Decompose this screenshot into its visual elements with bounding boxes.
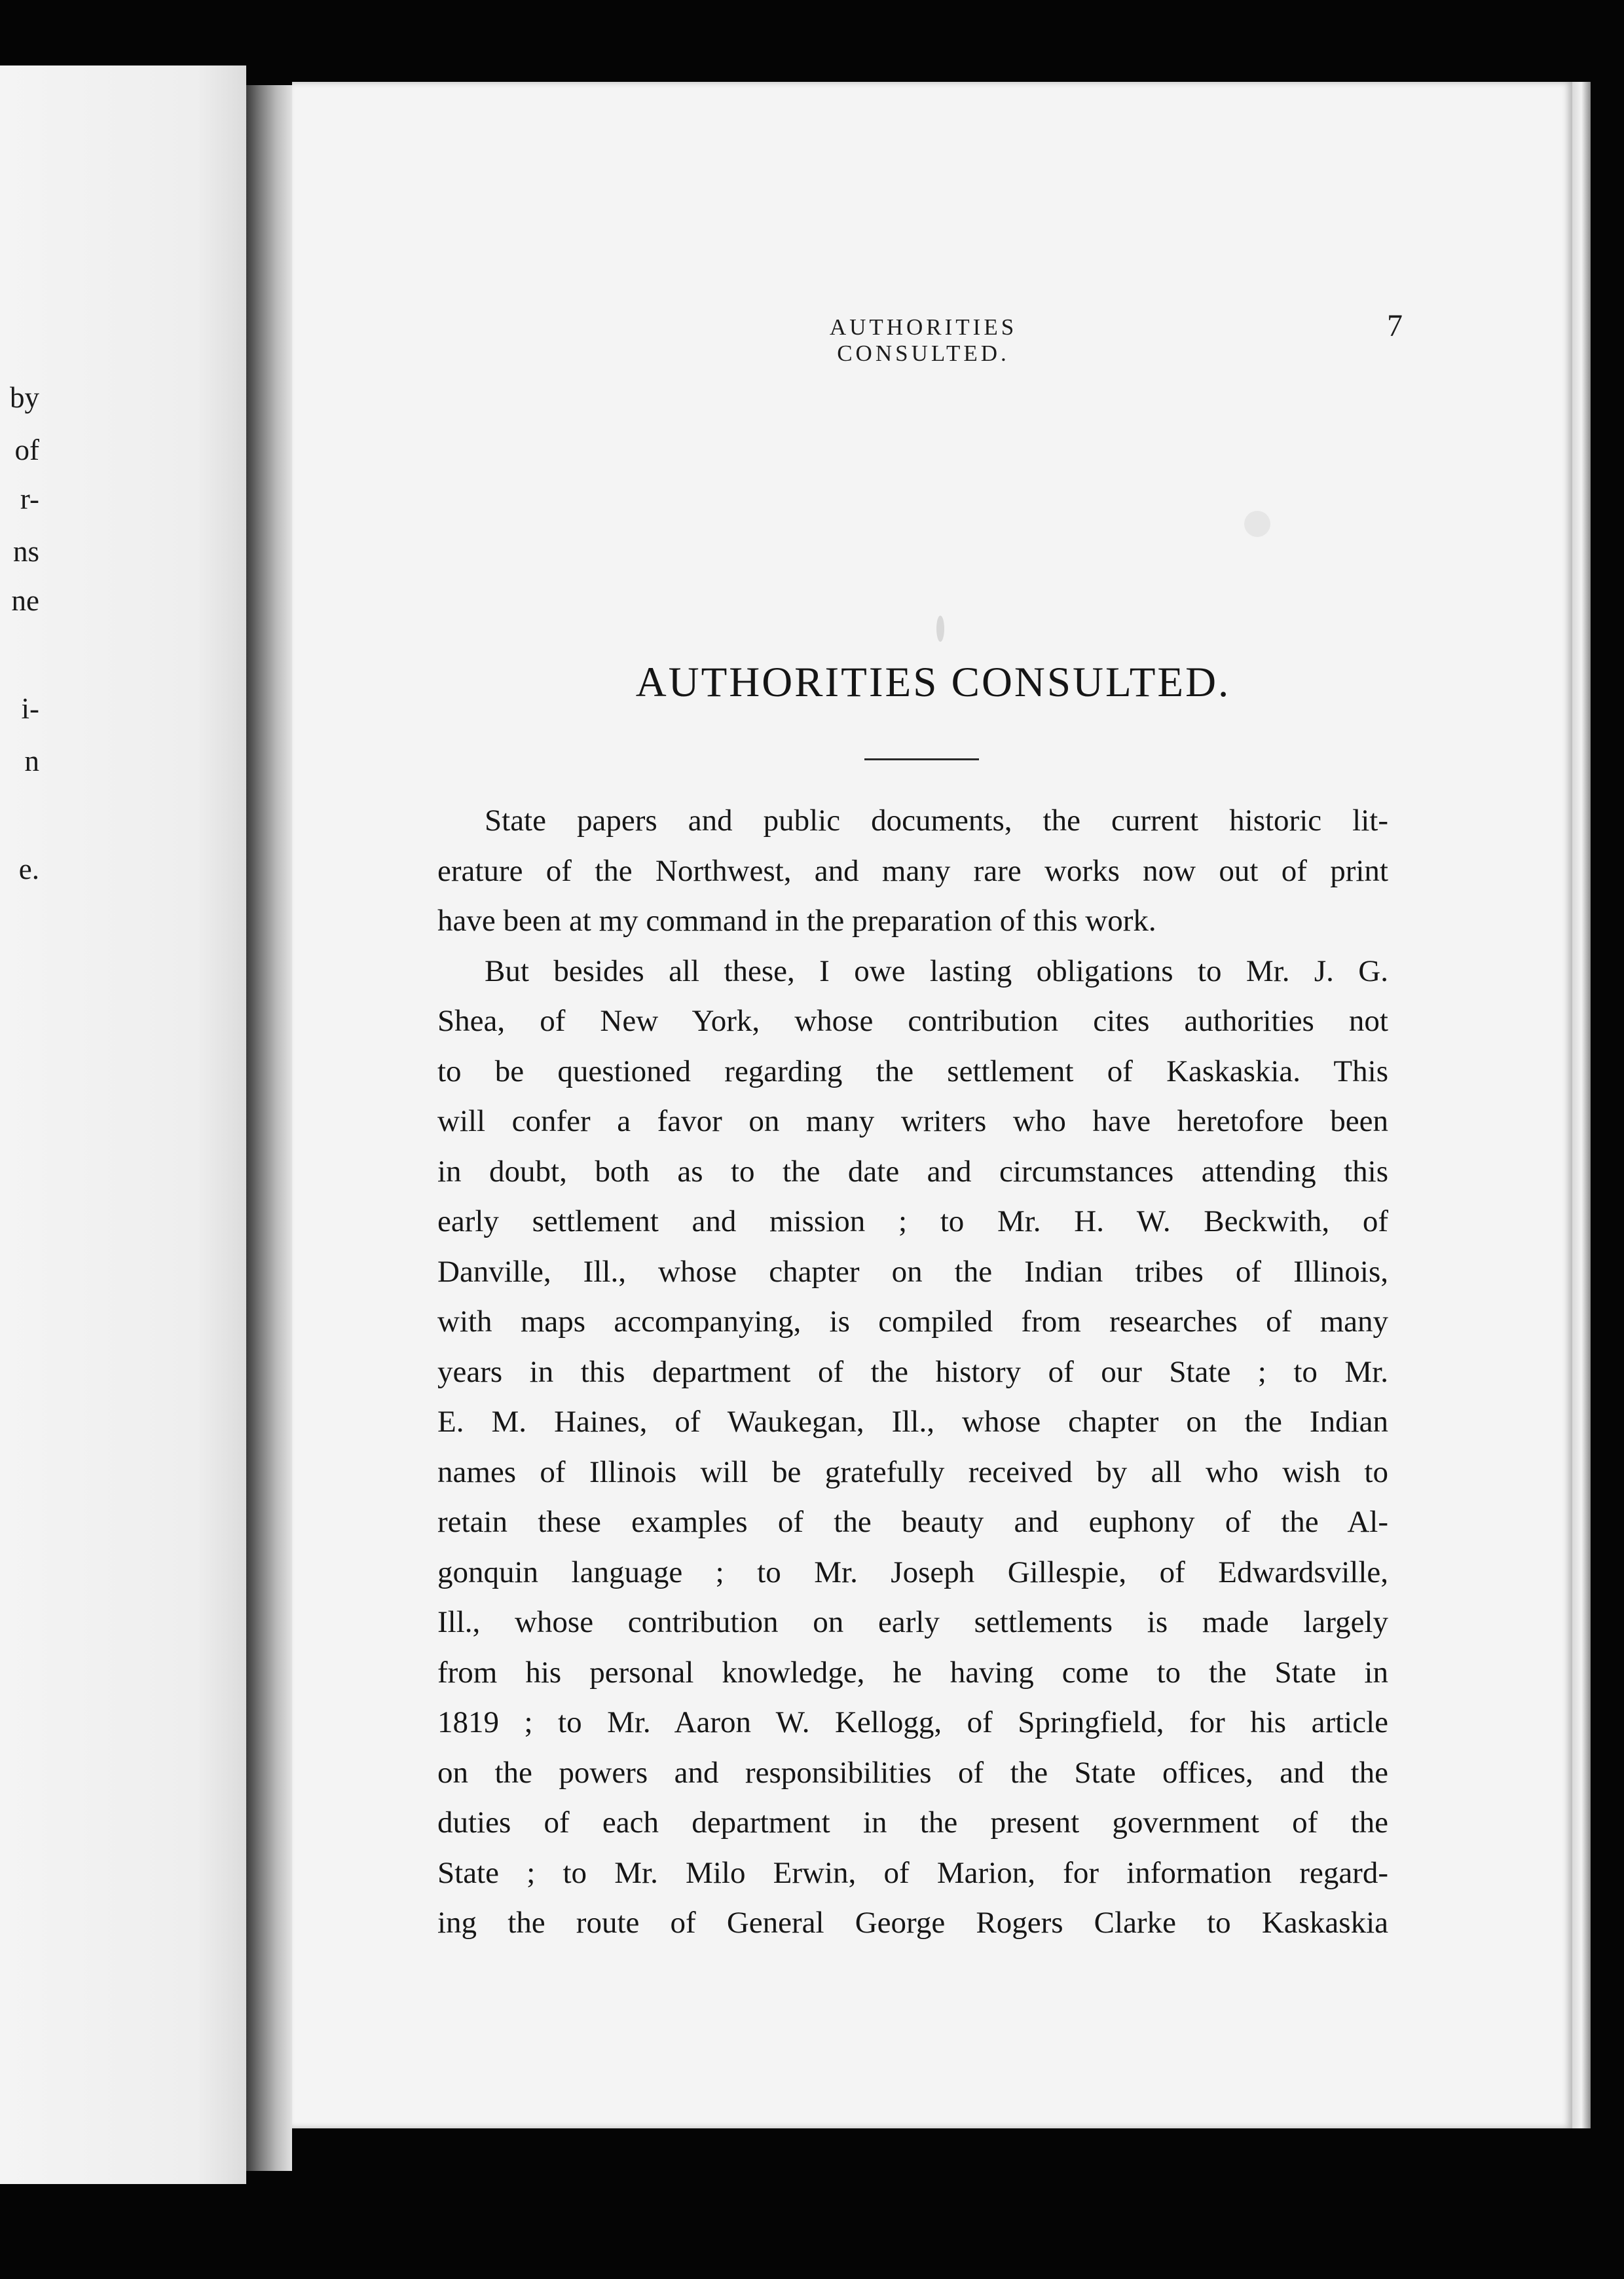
text-line: early settlement and mission ; to Mr. H. W. Beckwith, of xyxy=(437,1204,1388,1238)
text-line: gonquin language ; to Mr. Joseph Gillespie, of Edwardsville, xyxy=(437,1555,1388,1589)
text-line: on the powers and responsibilities of the State offices, and the xyxy=(437,1755,1388,1790)
book-gutter xyxy=(246,85,292,2171)
text-line: Shea, of New York, whose contribution cites authorities not xyxy=(437,1004,1388,1038)
page-edge xyxy=(1572,82,1591,2128)
text-line: State ; to Mr. Milo Erwin, of Marion, for information regard- xyxy=(437,1855,1388,1890)
text-line: State papers and public documents, the current historic lit- xyxy=(485,804,1388,838)
text-line: 1819 ; to Mr. Aaron W. Kellogg, of Springfield, for his article xyxy=(437,1705,1388,1739)
text-line: duties of each department in the present government of the xyxy=(437,1806,1388,1840)
text-line: E. M. Haines, of Waukegan, Ill., whose chapter on the Indian xyxy=(437,1405,1388,1439)
text-line: from his personal knowledge, he having come to the State in xyxy=(437,1655,1388,1690)
page-number: 7 xyxy=(1387,308,1403,343)
text-line: names of Illinois will be gratefully received by all who wish to xyxy=(437,1454,1388,1489)
paper-speck xyxy=(1244,511,1270,537)
facing-page-fragment: ns xyxy=(12,535,39,568)
facing-page-fragment: of xyxy=(14,434,39,466)
facing-page-fragment: r- xyxy=(20,483,39,515)
paper-speck xyxy=(936,616,944,642)
text-line: will confer a favor on many writers who have heretofore been xyxy=(437,1104,1388,1138)
text-line: have been at my command in the preparation of this work. xyxy=(437,904,1156,938)
text-line: But besides all these, I owe lasting obligations to Mr. J. G. xyxy=(485,954,1388,988)
text-line: Ill., whose contribution on early settlements is made largely xyxy=(437,1605,1388,1639)
text-line: years in this department of the history of our State ; to Mr. xyxy=(437,1354,1388,1389)
text-line: with maps accompanying, is compiled from researches of many xyxy=(437,1305,1388,1339)
facing-page-fragment: ne xyxy=(11,584,39,617)
running-head: AUTHORITIES CONSULTED. xyxy=(829,314,1018,366)
text-line: Danville, Ill., whose chapter on the Indian tribes of Illinois, xyxy=(437,1254,1388,1289)
facing-page-fragment: e. xyxy=(18,853,39,885)
text-line: to be questioned regarding the settlement of Kaskaskia. This xyxy=(437,1054,1388,1088)
text-line: ing the route of General George Rogers Clarke to Kaskaskia xyxy=(437,1906,1388,1940)
chapter-title: AUTHORITIES CONSULTED. xyxy=(635,659,1231,706)
facing-page-fragment: n xyxy=(24,745,39,777)
facing-page-fragment: by xyxy=(10,381,39,414)
body-text xyxy=(437,796,1388,1948)
text-line: erature of the Northwest, and many rare works now out of print xyxy=(437,853,1388,888)
facing-page-fragment: i- xyxy=(21,692,39,725)
facing-page-edge xyxy=(0,65,246,2184)
title-rule xyxy=(864,758,979,760)
text-line: retain these examples of the beauty and euphony of the Al- xyxy=(437,1505,1388,1539)
text-line: in doubt, both as to the date and circumstances attending this xyxy=(437,1154,1388,1189)
